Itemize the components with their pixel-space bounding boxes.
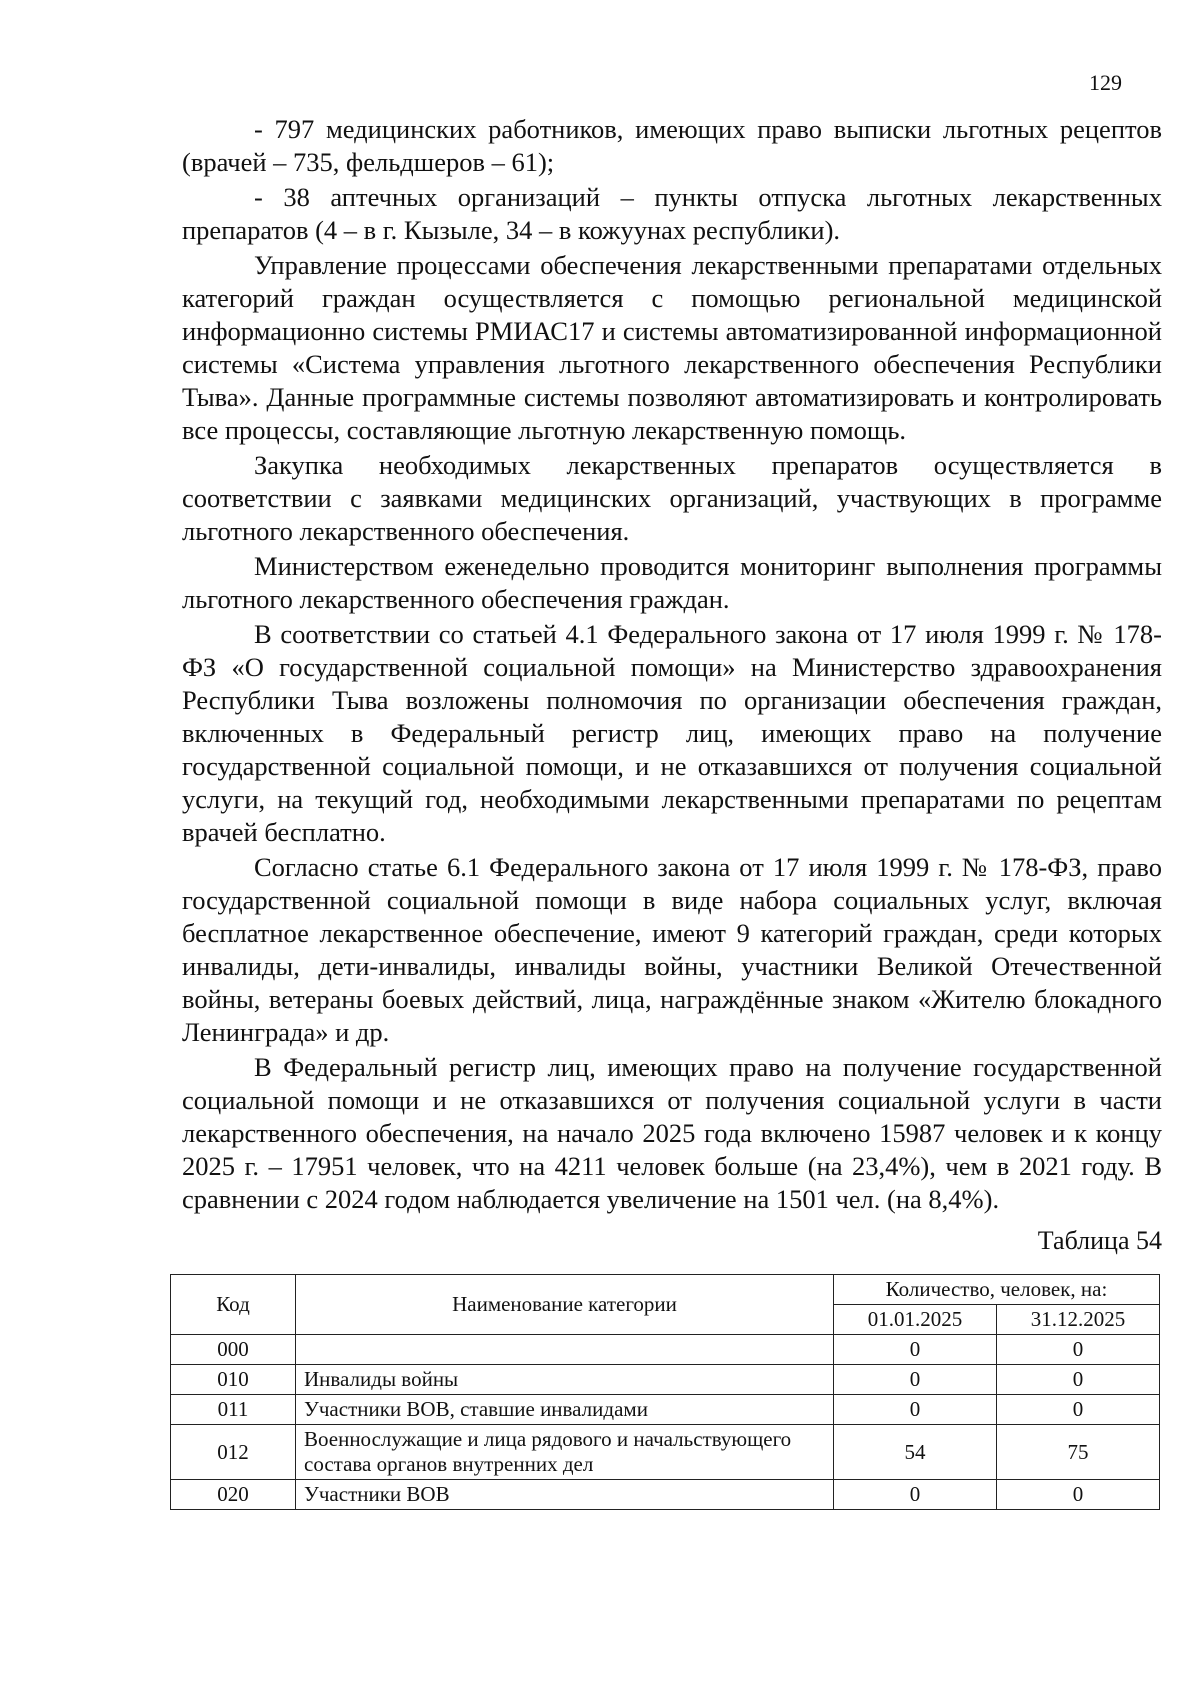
document-body [182, 113, 1162, 1510]
cell-value-start: 0 [834, 1365, 997, 1395]
cell-value-end: 0 [997, 1365, 1160, 1395]
paragraph: В Федеральный регистр лиц, имеющих право на получение государственной социальной помощи и не отказавшихся от получения социальной услуги в части лекарственного обеспечения, на начало 2025 года включено 15987 человек и к концу 2025 г. – 17951 человек, что на 4211 человек больше (на 23,4%), чем в 2021 году. В сравнении с 2024 годом наблюдается увеличение на 1501 чел. (на 8,4%). [182, 1052, 1162, 1214]
cell-value-start: 0 [834, 1335, 997, 1365]
cell-name: Участники ВОВ, ставшие инвалидами [296, 1395, 834, 1425]
table-row [171, 1365, 1160, 1395]
table-row [171, 1480, 1160, 1510]
cell-code: 011 [171, 1395, 296, 1425]
header-quantity: Количество, человек, на: [834, 1275, 1160, 1305]
header-date-end: 31.12.2025 [997, 1305, 1160, 1335]
header-code: Код [171, 1275, 296, 1335]
table-row [171, 1395, 1160, 1425]
cell-code: 012 [171, 1425, 296, 1480]
paragraph: - 38 аптечных организаций – пункты отпуска льготных лекарственных препаратов (4 – в г. Кызыле, 34 – в кожуунах республики). [182, 182, 1162, 245]
cell-value-end: 0 [997, 1395, 1160, 1425]
table-header-row [171, 1275, 1160, 1305]
cell-value-start: 54 [834, 1425, 997, 1480]
cell-value-start: 0 [834, 1395, 997, 1425]
table-caption: Таблица 54 [1037, 1226, 1162, 1255]
cell-value-end: 75 [997, 1425, 1160, 1480]
cell-code: 010 [171, 1365, 296, 1395]
cell-code: 020 [171, 1480, 296, 1510]
paragraph: Управление процессами обеспечения лекарственными препаратами отдельных категорий граждан осуществляется с помощью региональной медицинской информационно системы РМИАС17 и системы автоматизированной информационной системы «Система управления льготного лекарственного обеспечения Республики Тыва». Данные программные системы позволяют автоматизировать и контролировать все процессы, составляющие льготную лекарственную помощь. [182, 250, 1162, 445]
table-row [171, 1425, 1160, 1480]
paragraph: - 797 медицинских работников, имеющих право выписки льготных рецептов (врачей – 735, фельдшеров – 61); [182, 114, 1162, 177]
cell-value-end: 0 [997, 1480, 1160, 1510]
table-row [171, 1335, 1160, 1365]
data-table [170, 1274, 1160, 1510]
cell-name: Инвалиды войны [296, 1365, 834, 1395]
page-number: 129 [1089, 70, 1122, 95]
paragraph: В соответствии со статьей 4.1 Федерального закона от 17 июля 1999 г. № 178-ФЗ «О государственной социальной помощи» на Министерство здравоохранения Республики Тыва возложены полномочия по организации обеспечения граждан, включенных в Федеральный регистр лиц, имеющих право на получение государственной социальной помощи, и не отказавшихся от получения социальной услуги, на текущий год, необходимыми лекарственными препаратами по рецептам врачей бесплатно. [182, 619, 1162, 847]
header-date-start: 01.01.2025 [834, 1305, 997, 1335]
cell-value-start: 0 [834, 1480, 997, 1510]
paragraph: Закупка необходимых лекарственных препаратов осуществляется в соответствии с заявками медицинских организаций, участвующих в программе льготного лекарственного обеспечения. [182, 450, 1162, 546]
cell-name [296, 1335, 834, 1365]
cell-name: Военнослужащие и лица рядового и начальствующего состава органов внутренних дел [296, 1425, 834, 1480]
header-name: Наименование категории [296, 1275, 834, 1335]
paragraph: Министерством еженедельно проводится мониторинг выполнения программы льготного лекарственного обеспечения граждан. [182, 551, 1162, 614]
cell-name: Участники ВОВ [296, 1480, 834, 1510]
cell-code: 000 [171, 1335, 296, 1365]
paragraph: Согласно статье 6.1 Федерального закона от 17 июля 1999 г. № 178-ФЗ, право государственной социальной помощи в виде набора социальных услуг, включая бесплатное лекарственное обеспечение, имеют 9 категорий граждан, среди которых инвалиды, дети-инвалиды, инвалиды войны, участники Великой Отечественной войны, ветераны боевых действий, лица, награждённые знаком «Жителю блокадного Ленинграда» и др. [182, 852, 1162, 1047]
cell-value-end: 0 [997, 1335, 1160, 1365]
